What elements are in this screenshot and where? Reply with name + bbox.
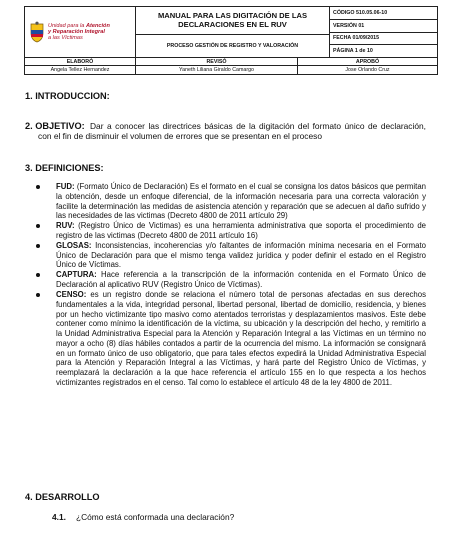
- bullet-icon: [36, 224, 40, 228]
- definition-term: RUV:: [56, 221, 75, 231]
- definition-text: Inconsistencias, incoherencias y/o faltantes de información mínima necesaria en el Formato Único de Declaración para que el mismo tenga validez jurídica y poder definir el estado en el Registro Único de Víctimas.: [56, 240, 426, 270]
- objetivo-body: Dar a conocer las directrices básicas de la digitación del formato único de declaración, con el fin de disminuir el volumen de errores que se presentan en el proceso: [38, 121, 426, 142]
- institution-logo: [25, 7, 136, 57]
- logo-text-line3: a las Víctimas: [48, 35, 83, 42]
- logo-text-line2: y Reparación Integral: [48, 28, 105, 35]
- bullet-icon: [36, 244, 40, 248]
- coat-of-arms-icon: [29, 21, 45, 43]
- process-name: PROCESO GESTIÓN DE REGISTRO Y VALORACIÓN: [166, 43, 299, 49]
- definition-item: [36, 241, 426, 270]
- signature-headings: [25, 58, 437, 66]
- objetivo-label: 2. OBJETIVO:: [25, 121, 85, 131]
- logo-text-bold: Atención: [85, 22, 110, 29]
- document-code: CÓDIGO 510.05.06-10: [330, 7, 437, 20]
- heading-elaboro: ELABORÓ: [25, 58, 136, 65]
- definition-item: [36, 290, 426, 388]
- section-introduccion: 1. INTRODUCCION:: [25, 91, 110, 101]
- elaboro-name: Angela Tellez Hernandez: [25, 66, 136, 74]
- section-definiciones: 3. DEFINICIONES:: [25, 163, 104, 173]
- definition-item: [36, 182, 426, 221]
- heading-reviso: REVISÓ: [136, 58, 298, 65]
- bullet-icon: [36, 185, 40, 189]
- document-header-table: [24, 6, 438, 75]
- document-date: FECHA 01/09/2015: [330, 33, 437, 46]
- bullet-icon: [36, 273, 40, 277]
- definition-text: Hace referencia a la transcripción de la información contenida en el Formato Único de Declaración al aplicativo RUV (Registro Único de Víctimas).: [56, 270, 426, 290]
- definition-term: CAPTURA:: [56, 270, 97, 280]
- definition-item: [36, 221, 426, 241]
- section-desarrollo: 4. DESARROLLO: [25, 492, 100, 502]
- signature-names: [25, 66, 437, 74]
- bullet-icon: [36, 293, 40, 297]
- objetivo-text: [38, 121, 426, 141]
- subsection-number: 4.1.: [52, 512, 66, 522]
- definition-term: FUD:: [56, 182, 75, 191]
- definition-item: [36, 270, 426, 290]
- document-title: MANUAL PARA LAS DIGITACIÓN DE LAS DECLARACIONES EN EL RUV: [136, 7, 329, 35]
- subsection-title: ¿Cómo está conformada una declaración?: [75, 512, 235, 522]
- definition-text: (Formato Único de Declaración) Es el formato en el cual se consigna los datos básicos que permitan la obtención, desde un enfoque diferencial, de la información necesaria para una correcta valoración y facilite la determinación las medidas de asistencia atención y reparación que se adecuen al daño sufrido y las necesidades de las victimas (Decreto 4800 de 2011 artículo 29): [56, 182, 426, 221]
- subsection-4-1: [52, 512, 234, 522]
- aprobo-name: Jose Orlando Cruz: [345, 67, 390, 73]
- page-number: PÁGINA 1 de 10: [333, 48, 373, 55]
- heading-aprobo: APROBÓ: [355, 58, 380, 65]
- definitions-list: [36, 182, 426, 388]
- definition-text: (Registro Único de Victimas) es una herramienta administrativa que soporta el procedimiento de registro de las victimas (Decreto 4800 de 2011 artículo 16): [56, 221, 426, 240]
- definition-term: GLOSAS:: [56, 240, 92, 250]
- definition-text: es un registro donde se relaciona el número total de personas afectadas en sus derechos fundamentales a la vida, integridad personal, libertad personal, libertad de domicilio, residencia, y bienes por un hecho victimizante tipo masivo como atentados terroristas y desplazamientos masivos. Este debe contener como mínimo la identificación de la víctima, su ubicación y la descripción del hecho, y remitirlo a la Unidad Administrativa Especial para la Atención y Reparación Integral a las Víctimas en un término no mayor a ocho (8) días hábiles contados a partir de la ocurrencia del mismo. La información se consignará en un formato único de uso obligatorio, que para tales efectos expedirá la Unidad Administrativa Especial para la Atención y Reparación Integral a las Víctimas, y hará parte del Registro Único de Víctimas, y reemplazará la declaración a la que hace referencia el artículo 155 en lo que respecta a los hechos victimizantes registrados en el censo. Tal como lo establece el artículo 48 de la ley 4800 de 2011.: [56, 290, 426, 387]
- reviso-name: Yaneth Liliana Giraldo Camargo: [136, 66, 298, 74]
- document-version: VERSIÓN 01: [330, 20, 437, 33]
- definition-term: CENSO:: [56, 290, 87, 299]
- logo-text-line1: Unidad para la: [48, 22, 85, 29]
